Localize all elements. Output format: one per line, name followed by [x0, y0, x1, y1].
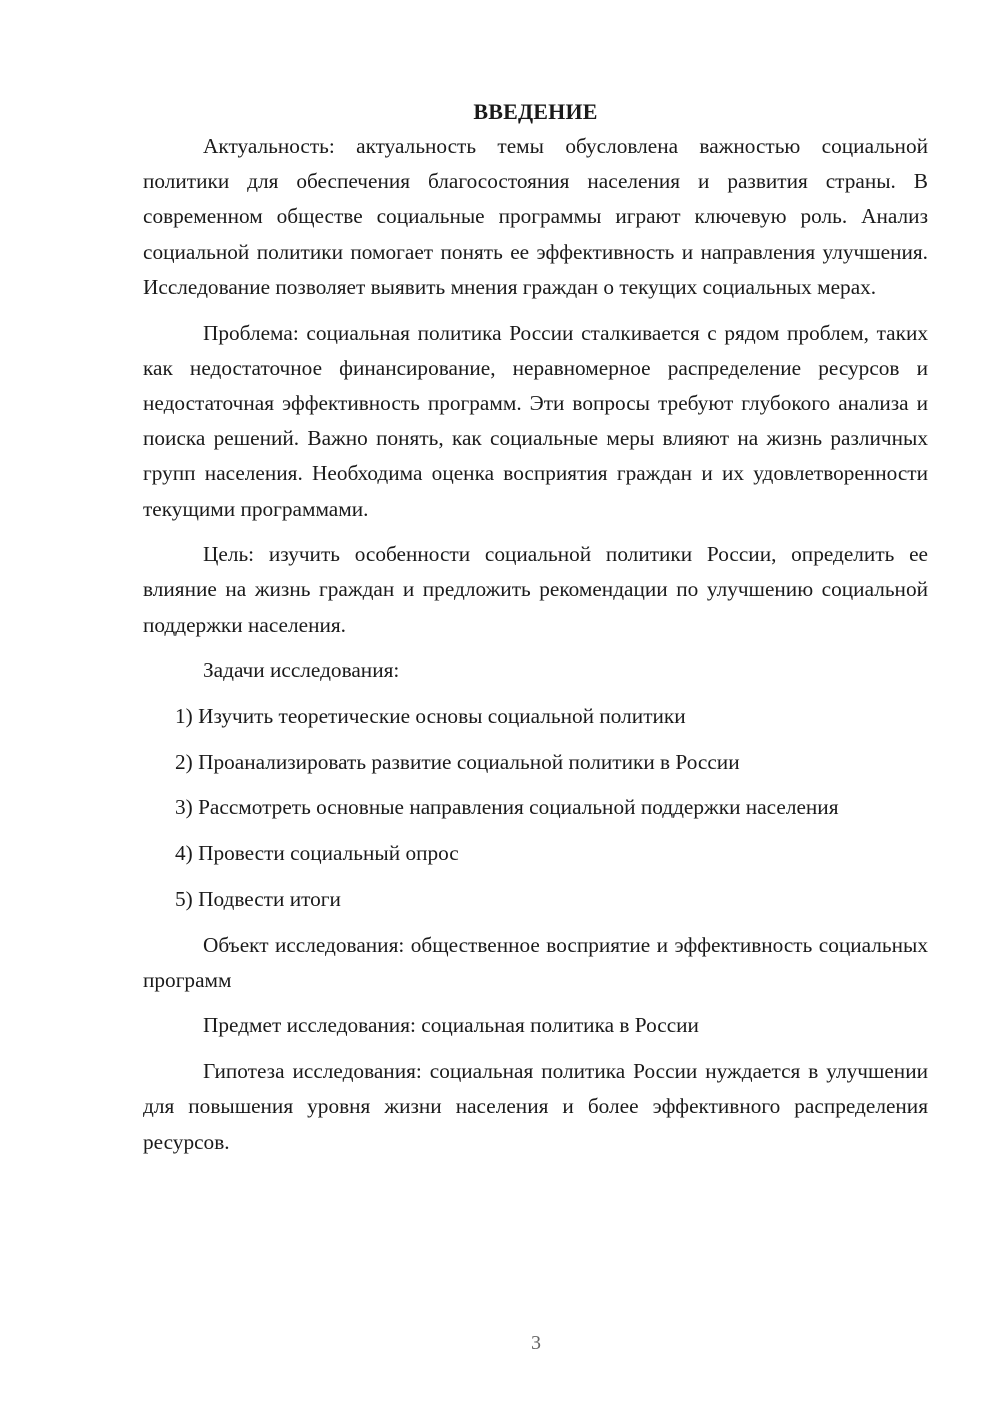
list-item: 5) Подвести итоги — [175, 886, 341, 911]
object-paragraph: Объект исследования: общественное восприятие и эффективность социальных программ — [143, 932, 928, 992]
goal-paragraph: Цель: изучить особенности социальной политики России, определить ее влияние на жизнь граждан и предложить рекомендации по улучшению социальной поддержки населения. — [143, 542, 928, 637]
list-item: 3) Рассмотреть основные направления социальной поддержки населения — [175, 795, 839, 820]
hypothesis-paragraph: Гипотеза исследования: социальная политика России нуждается в улучшении для повышения уровня жизни населения и более эффективного распределения ресурсов. — [143, 1059, 928, 1154]
subject-paragraph: Предмет исследования: социальная политика в России — [203, 1013, 699, 1038]
page-title: ВВЕДЕНИЕ — [473, 99, 598, 124]
list-item: 1) Изучить теоретические основы социальной политики — [175, 704, 686, 729]
document-page — [143, 94, 928, 1170]
list-item: 4) Провести социальный опрос — [175, 841, 459, 866]
tasks-list — [143, 699, 928, 917]
relevance-paragraph: Актуальность: актуальность темы обусловлена важностью социальной политики для обеспечения благосостояния населения и развития страны. В современном обществе социальные программы играют ключевую роль. Анализ социальной политики помогает понять ее эффективность и направления улучшения. Исследование позволяет выявить мнения граждан о текущих социальных мерах. — [143, 134, 928, 299]
tasks-title: Задачи исследования: — [203, 658, 400, 683]
list-item: 2) Проанализировать развитие социальной политики в России — [175, 749, 740, 774]
problem-paragraph: Проблема: социальная политика России сталкивается с рядом проблем, таких как недостаточное финансирование, неравномерное распределение ресурсов и недостаточная эффективность программ. Эти вопросы требуют глубокого анализа и поиска решений. Важно понять, как социальные меры влияют на жизнь различных групп населения. Необходима оценка восприятия граждан и их удовлетворенности текущими программами. — [143, 320, 928, 521]
page-number: 3 — [531, 1332, 541, 1354]
